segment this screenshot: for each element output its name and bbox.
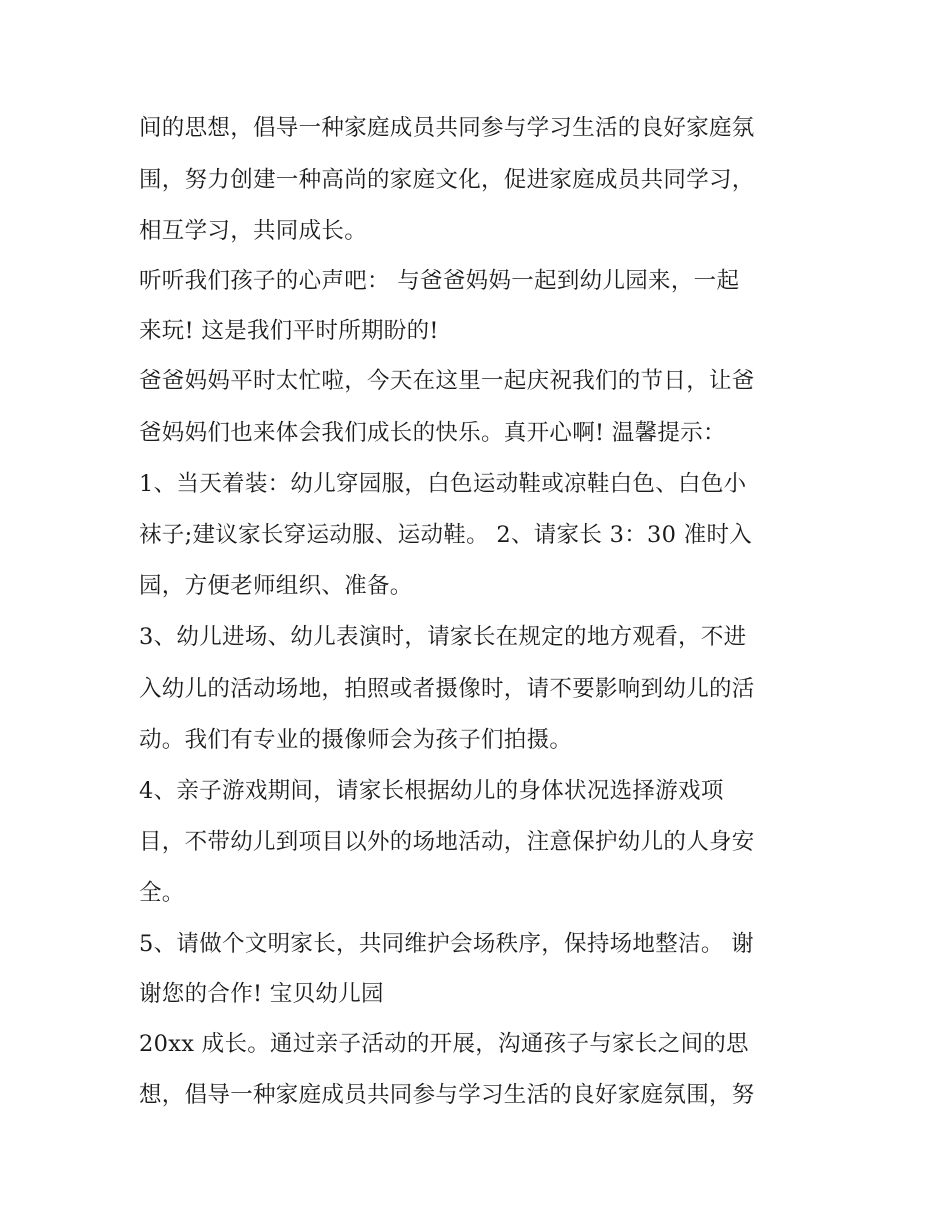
- text-line: 袜子;建议家长穿运动服、运动鞋。 2、请家长 3：30 准时入: [139, 522, 753, 548]
- text-line: 间的思想，倡导一种家庭成员共同参与学习生活的良好家庭氛: [139, 115, 755, 141]
- text-line: 谢您的合作! 宝贝幼儿园: [139, 981, 384, 1007]
- text-line: 爸妈妈们也来体会我们成长的快乐。真开心啊! 温馨提示：: [139, 420, 726, 446]
- text-line: 1、当天着装：幼儿穿园服，白色运动鞋或凉鞋白色、白色小: [139, 471, 747, 497]
- text-line: 全。: [139, 880, 185, 906]
- text-line: 入幼儿的活动场地，拍照或者摄像时，请不要影响到幼儿的活: [139, 676, 755, 702]
- text-line: 4、亲子游戏期间，请家长根据幼儿的身体状况选择游戏项: [139, 778, 724, 804]
- text-line: 5、请做个文明家长，共同维护会场秩序，保持场地整洁。 谢: [139, 931, 754, 957]
- text-line: 围，努力创建一种高尚的家庭文化，促进家庭成员共同学习，: [139, 167, 755, 193]
- text-line: 20xx 成长。通过亲子活动的开展，沟通孩子与家长之间的思: [139, 1031, 749, 1057]
- text-line: 园，方便老师组织、准备。: [139, 573, 413, 599]
- text-line: 爸爸妈妈平时太忙啦，今天在这里一起庆祝我们的节日，让爸: [139, 368, 755, 394]
- text-line: 听听我们孩子的心声吧： 与爸爸妈妈一起到幼儿园来，一起: [139, 268, 740, 294]
- text-line: 目，不带幼儿到项目以外的场地活动，注意保护幼儿的人身安: [139, 829, 755, 855]
- text-line: 动。我们有专业的摄像师会为孩子们拍摄。: [139, 727, 573, 753]
- text-line: 想，倡导一种家庭成员共同参与学习生活的良好家庭氛围，努: [139, 1082, 755, 1108]
- text-line: 来玩! 这是我们平时所期盼的!: [139, 318, 439, 344]
- text-line: 相互学习，共同成长。: [139, 218, 368, 244]
- text-line: 3、幼儿进场、幼儿表演时，请家长在规定的地方观看，不进: [139, 624, 747, 650]
